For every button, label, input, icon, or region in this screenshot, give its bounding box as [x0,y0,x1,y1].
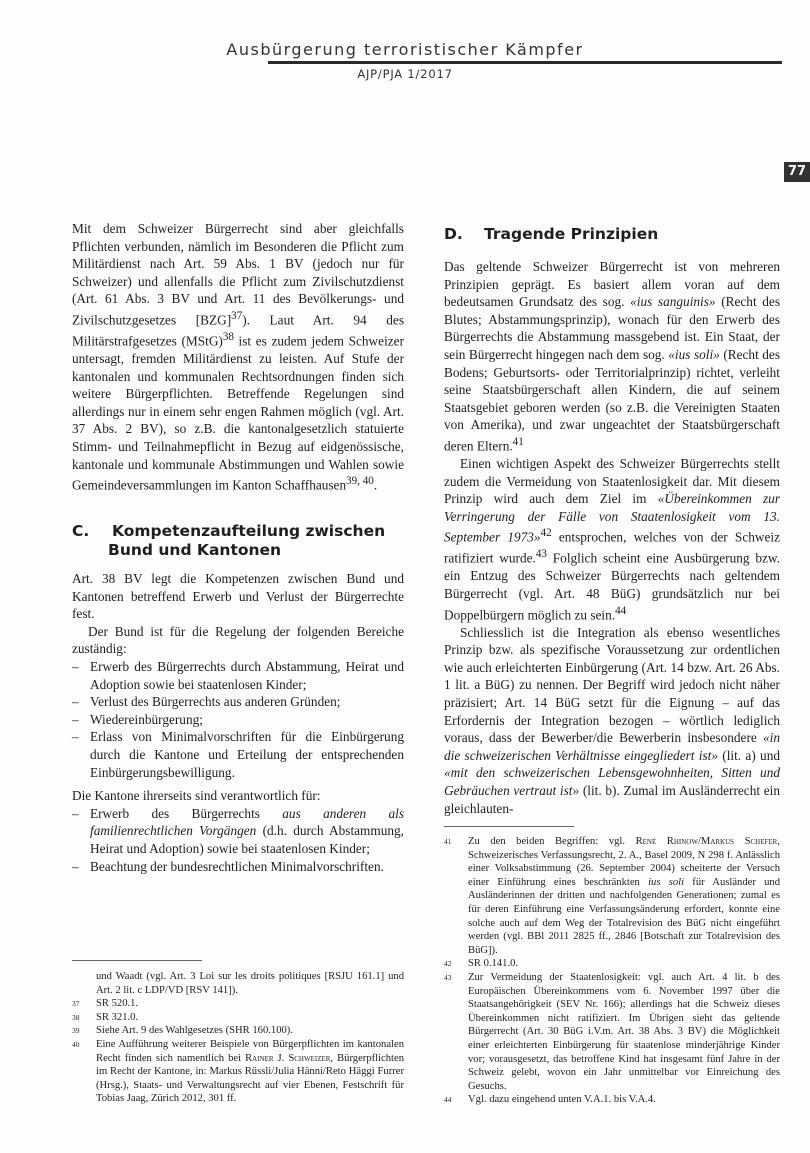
footnote-ref-39-40[interactable]: 39, 40 [346,475,374,488]
footnote-ref-38[interactable]: 38 [222,330,234,343]
footnote-39: 39 Siehe Art. 9 des Wahlgesetzes (SHR 160.100). [72,1025,293,1037]
right-column [444,258,780,817]
left-column [72,220,404,494]
section-c-p2: Der Bund ist für die Regelung der folgenden Bereiche zuständig: [72,623,404,657]
section-d-heading [444,225,784,244]
footnote-43: 43 Zur Vermeidung der Staatenlosigkeit: vgl. auch Art. 4 lit. b des Europäischen Übereinkommens vom 6. November 1997 über die Staatsangehörigkeit (SEV Nr. 166); allerdings hat die Schweiz dieses Übereinkommen nicht ratifiziert. Im Übrigen sieht das geltende Bürgerrecht (Art. 30 BüG i.V.m. Art. 38 Abs. 3 BV) die Möglichkeit einer erleichterten Einbürgerung für staatenlose minderjährige Kinder vor; vorausgesetzt, das betroffene Kind hat insgesamt fünf Jahre in der Schweiz gelebt, wovon ein Jahr unmittelbar vor Einreichung des Gesuchs. [444,971,780,1092]
footnote-ref-42[interactable]: 42 [540,527,552,540]
list-item: – Verlust des Bürgerrechts aus anderen Gründen; [72,693,404,711]
footnotes-right [444,835,780,1107]
footnote-continuation: und Waadt (vgl. Art. 3 Loi sur les droits politiques [RSJU 161.1] und Art. 2 lit. c LDP/VD [RSV 141]). [96,971,404,996]
header-rule [268,61,782,64]
list-item: – Erwerb des Bürgerrechts aus anderen als familienrechtlichen Vorgängen (d.h. durch Abstammung, Heirat und Adoption) sowie bei staatenlosen Kinder; [72,805,404,858]
footnote-rule-right [444,826,574,827]
footnote-42: 42 SR 0.141.0. [444,958,519,970]
bund-list [72,658,404,781]
footnote-ref-37[interactable]: 37 [231,309,243,322]
section-c-letter: C. [72,522,90,540]
footnote-41: 41 Zu den beiden Begriffen: vgl. René Rhinow/Markus Schefer, Schweizerisches Verfassungsrecht, 2. A., Basel 2009, N 298 f. Anlässlich einer Volksabstimmung (26. September 2004) scheiterte der Versuch einer Einführung eines beschränkten ius soli für Ausländer und Ausländerinnen der dritten und nachfolgenden Generationen; zumal es für deren Einführung eine Verfassungsänderung erfordert, konnte eine solche auch auf dem Weg der Totalrevision des BüG nicht eingeführt werden (vgl. BBl 2011 2825 ff., 2846 [Botschaft zur Totalrevision des BüG]). [444,836,780,956]
journal-issue: AJP/PJA 1/2017 [357,67,453,81]
section-d-p3: Schliesslich ist die Integration als ebenso wesentliches Prinzip bzw. als spezifische Voraussetzung zur ordentlichen wie auch erleichterten Einbürgerung (Art. 14 bzw. Art. 26 Abs. 1 lit. a BüG) zu nennen. Der Begriff wird jedoch nicht näher präzisiert; Art. 14 BüG setzt für die Eignung – auf das Erfordernis der Integration bezogen – wörtlich lediglich voraus, dass der Bewerber/die Bewerberin insbesondere «in die schweizerischen Verhältnisse eingegliedert ist» (lit. a) und «mit den schweizerischen Lebensgewohnheiten, Sitten und Gebräuchen vertraut ist» (lit. b). Zumal im Ausländerrecht ein gleichlauten- [444,624,780,816]
footnotes-left [72,970,404,1106]
footnote-37: 37 SR 520.1. [72,998,139,1010]
footnote-38: 38 SR 321.0. [72,1011,139,1023]
kanton-list [72,805,404,875]
intro-paragraph: Mit dem Schweizer Bürgerrecht sind aber gleichfalls Pflichten verbunden, nämlich im Besonderen die Pflicht zum Militärdienst nach Art. 59 Abs. 1 BV (jedoch nur für Schweizer) und allenfalls die Pflicht zum Zivilschutzdienst (Art. 61 Abs. 3 BV und Art. 11 des Bevölkerungs- und Zivilschutzgesetzes [BZG]$^{37}$). Laut Art. 94 des Militärstrafgesetzes (MStG)$^{38}$ ist es zudem jedem Schweizer untersagt, fremden Militärdienst zu leisten. Auf Stufe der kantonalen und kommunalen Rechtsordnungen finden sich weitere Bürgerpflichten. Betreffende Regelungen sind allerdings nur in einem sehr engen Rahmen möglich (vgl. Art. 37 Abs. 2 BV), so z.B. die kantonalgesetzlich statuierte Stimm- und Teilnahmepflicht in Bezug auf eidgenössische, kantonale und kommunale Abstimmungen und Wahlen sowie Gemeindeversammlungen im Kanton Schaffhausen$^{39, 40}$. [72,221,404,493]
section-c-title-line1: Kompetenzaufteilung zwischen [112,522,386,540]
section-d-title: Tragende Prinzipien [484,225,659,243]
footnote-ref-41[interactable]: 41 [512,435,524,448]
footnote-rule-left [72,960,202,961]
footnote-ref-43[interactable]: 43 [535,548,547,561]
list-item: – Erlass von Minimalvorschriften für die Einbürgerung durch die Kantone und Erteilung der entsprechenden Einbürgerungsbewilligung. [72,728,404,781]
list-item: – Beachtung der bundesrechtlichen Minimalvorschriften. [72,858,404,876]
footnote-44: 44 Vgl. dazu eingehend unten V.A.1. bis V.A.4. [444,1094,656,1106]
footnote-40: 40 Eine Aufführung weiterer Beispiele von Bürgerpflichten im kantonalen Recht finden sich namentlich bei Rainer J. Schweizer, Bürgerpflichten im Recht der Kantone, in: Markus Rüssli/Julia Hänni/Reto Häggi Furrer (Hrsg.), Staats- und Verwaltungsrecht auf vier Ebenen, Festschrift für Tobias Jaag, Zürich 2012, 301 ff. [72,1038,404,1105]
section-c-body [72,570,404,875]
section-d-p2: Einen wichtigen Aspekt des Schweizer Bürgerrechts stellt zudem die Vermeidung von Staatenlosigkeit dar. Mit diesem Prinzip wird auch dem Ziel im «Übereinkommen zur Verringerung der Fälle von Staatenlosigkeit vom 13. September 1973»$^{42}$ entsprochen, welches von der Schweiz ratifiziert wurde.$^{43}$ Folglich scheint eine Ausbürgerung bzw. ein Entzug des Schweizer Bürgerrechts nach geltendem Bürgerrecht (vgl. Art. 48 BüG) grundsätzlich nur bei Doppelbürgern möglich zu sein.$^{44}$ [444,455,780,622]
list-item: – Wiedereinbürgerung; [72,711,404,729]
section-c-p1: Art. 38 BV legt die Kompetenzen zwischen Bund und Kantonen betreffend Erwerb und Verlust der Bürgerrechte fest. [72,571,404,622]
running-title: Ausbürgerung terroristischer Kämpfer [226,40,584,59]
page-number-badge: 77 [784,162,810,182]
section-c-heading [72,522,412,560]
section-c-title-line2: Bund und Kantonen [108,541,282,559]
section-d-letter: D. [444,225,463,243]
section-c-p3: Die Kantone ihrerseits sind verantwortlich für: [72,788,321,804]
section-d-p1: Das geltende Schweizer Bürgerrecht ist von mehreren Prinzipien geprägt. Es basiert allem voran auf dem bedeutsamen Grundsatz des sog. «ius sanguinis» (Recht des Blutes; Abstammungsprinzip), wonach für den Erwerb des Bürgerrechts die Abstammung massgebend ist. Ein Staat, der sein Bürgerrecht hingegen nach dem sog. «ius soli» (Recht des Bodens; Geburtsorts- oder Territorialprinzip) richtet, verleiht seine Staatsbürgerschaft allen Kindern, die auf seinem Staatsgebiet geboren werden (so z.B. die Vereinigten Staaten von Amerika), und zwar ungeachtet der Staatsbürgerschaft deren Eltern.$^{41}$ [444,259,780,454]
list-item: – Erwerb des Bürgerrechts durch Abstammung, Heirat und Adoption sowie bei staatenlosen Kinder; [72,658,404,693]
footnote-ref-44[interactable]: 44 [615,604,627,617]
